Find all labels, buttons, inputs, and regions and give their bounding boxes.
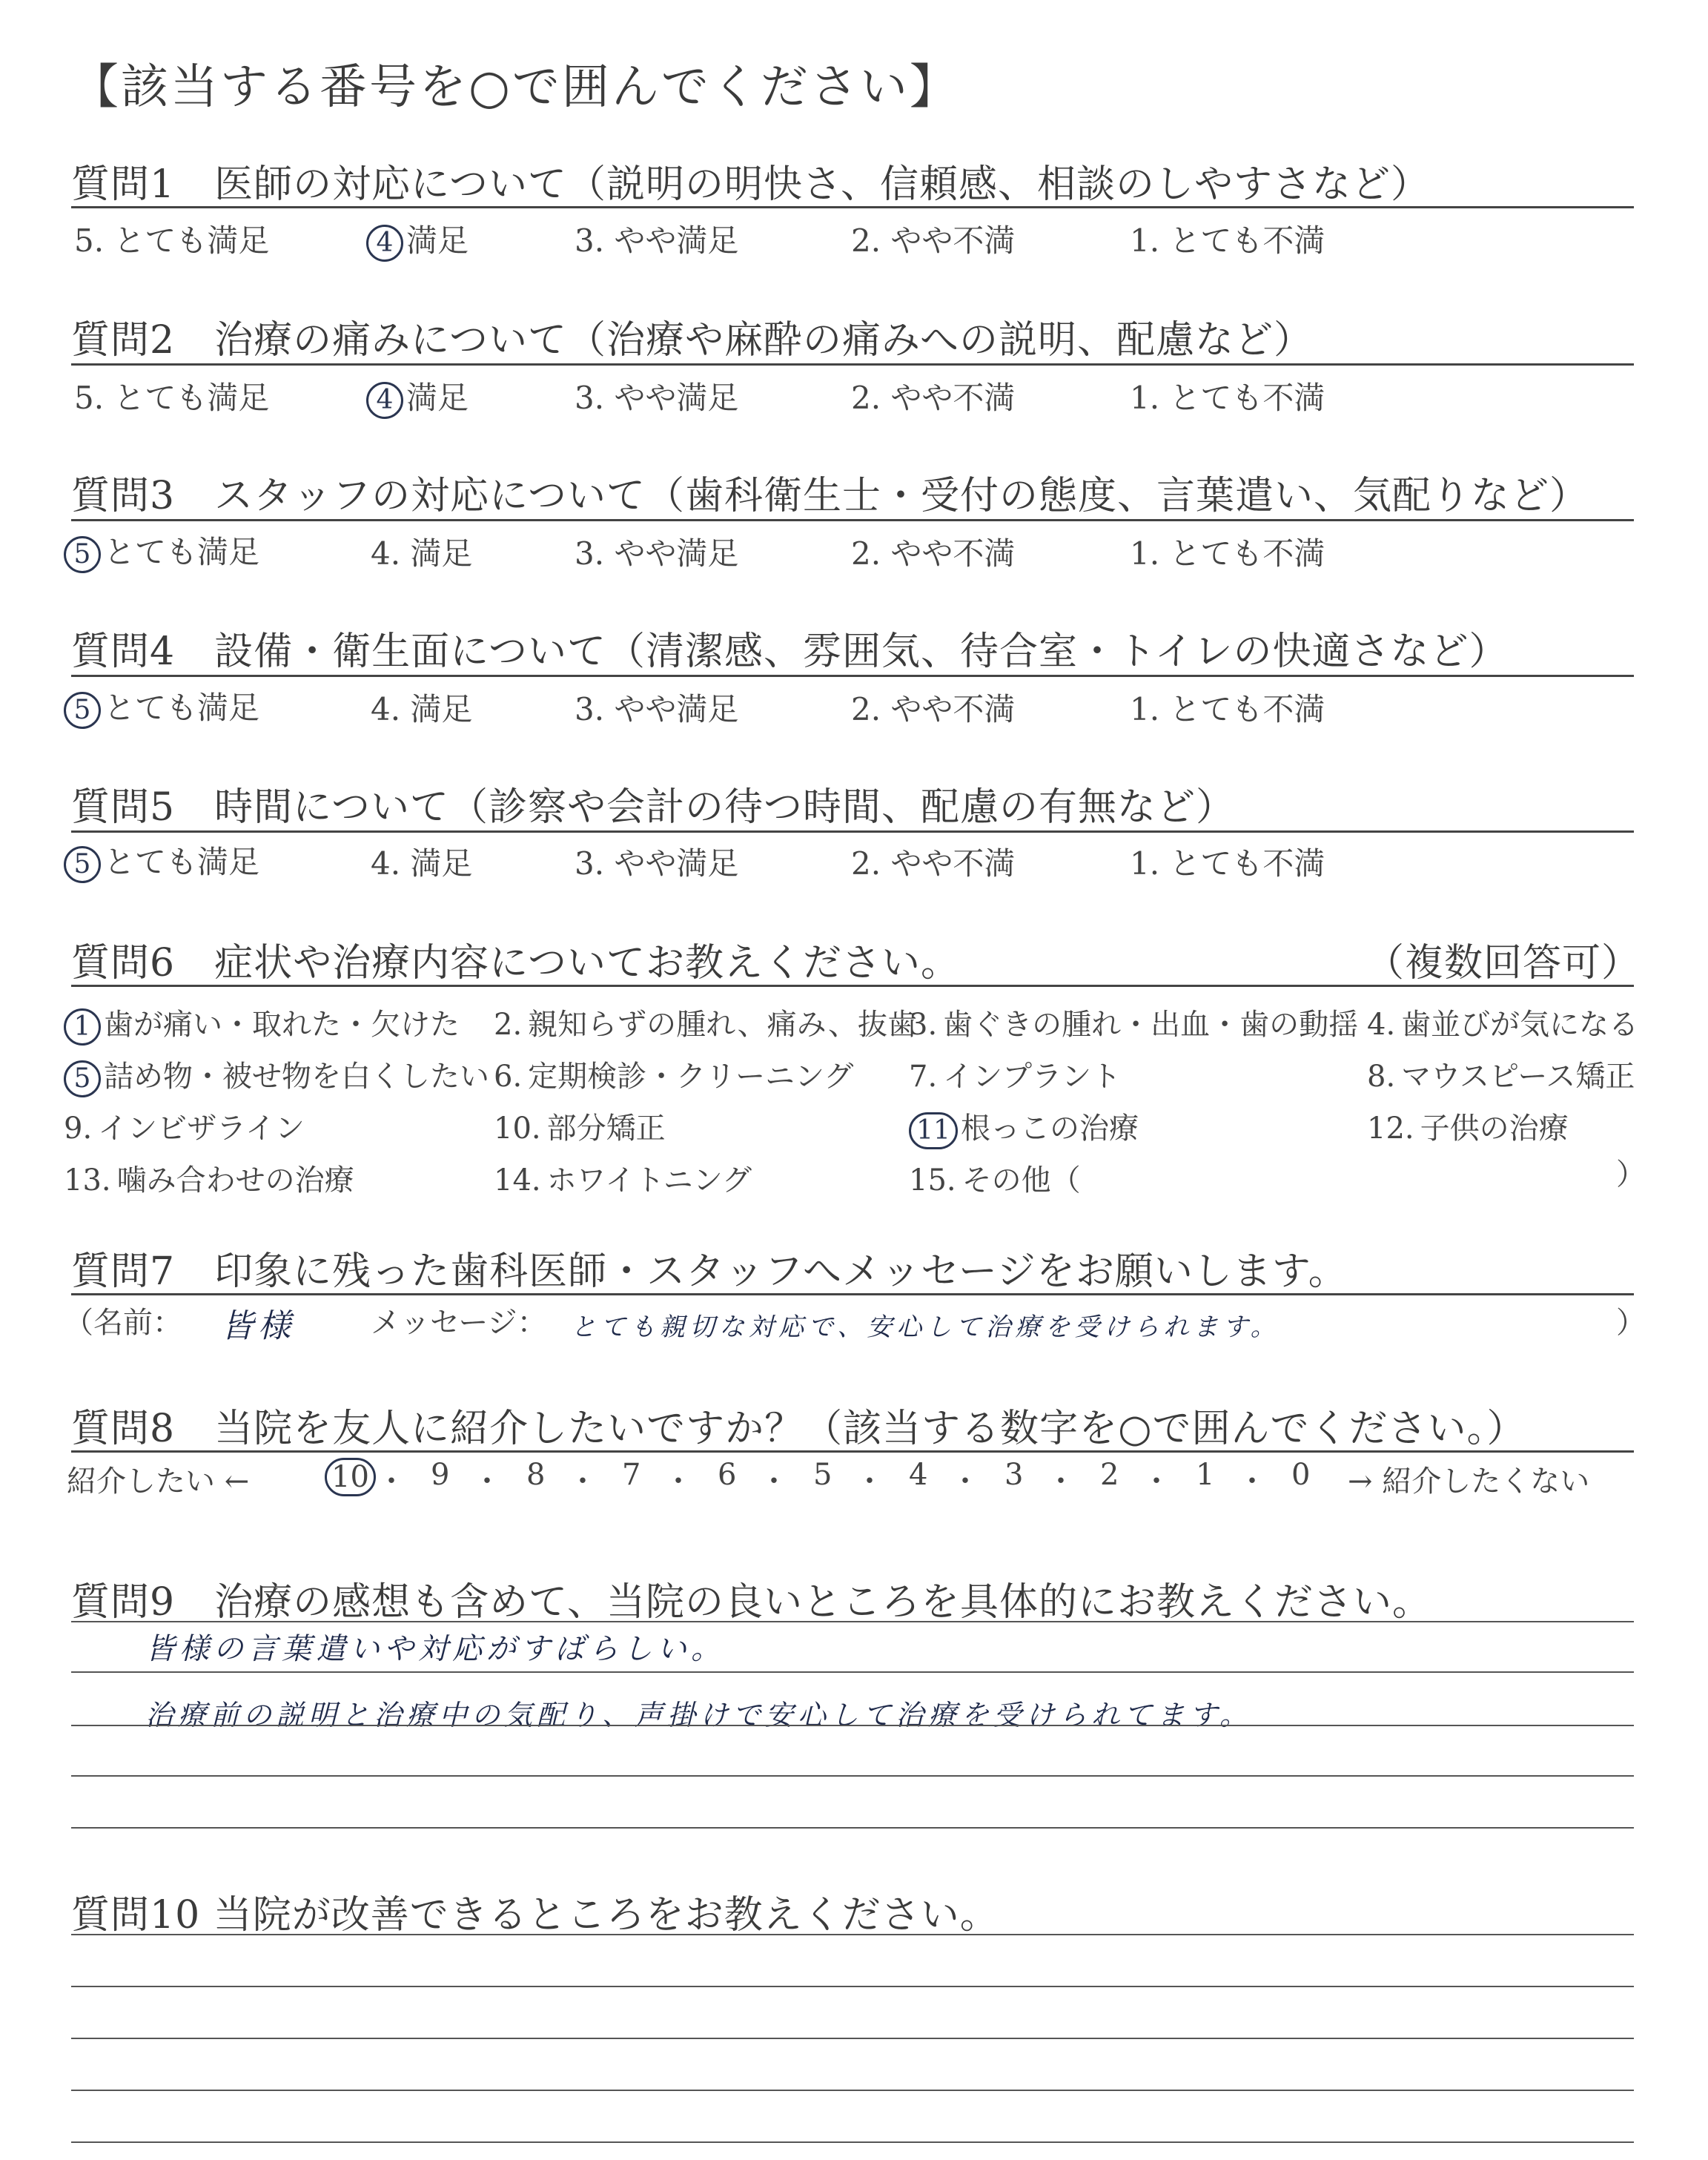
q8-score-5[interactable]: 5 [813,1458,833,1492]
q5-option-1[interactable]: 1. とても不満 [1130,845,1325,882]
q2-option-5[interactable]: 5. とても満足 [74,380,270,416]
question-7-title: 質問7 印象に残った歯科医師・スタッフへメッセージをお願いします。 [71,1249,1348,1294]
question-4-rule [71,675,1634,677]
q6-option-8[interactable] [1367,1053,1635,1095]
option-number: 12. [1367,1112,1414,1146]
q8-score-6[interactable]: 6 [718,1458,737,1492]
q6-option-5[interactable] [64,1053,489,1097]
q3-option-1[interactable]: 1. とても不満 [1130,535,1325,572]
q6-option-15[interactable] [909,1157,1081,1199]
question-2-rule [71,363,1634,366]
question-2-title: 質問2 治療の痛みについて（治療や麻酔の痛みへの説明、配慮など） [71,318,1314,363]
q9-line-1 [71,1621,1634,1622]
selection-circle: 5 [64,1060,101,1097]
q3-option-3[interactable]: 3. やや満足 [575,535,739,572]
q3-option-2[interactable]: 2. やや不満 [851,535,1016,572]
q5-option-5-selected[interactable] [64,838,259,883]
q8-separator-dot: ・ [950,1464,980,1499]
q8-score-selected[interactable]: 10 [325,1458,376,1496]
question-3-title: 質問3 スタッフの対応について（歯科衛生士・受付の態度、言葉遣い、気配りなど） [71,474,1589,518]
form-header: 【該当する番号を○で囲んでください】 [71,60,959,115]
q8-score-9[interactable]: 9 [431,1458,450,1492]
q8-score-2[interactable]: 2 [1100,1458,1119,1492]
q4-option-5-selected[interactable] [64,684,259,729]
q6-option-12[interactable] [1367,1105,1569,1147]
q3-option-5-label: とても満足 [104,534,260,570]
option-number: 3. [909,1008,938,1042]
option-number: 8. [1367,1060,1396,1094]
q9-line-5 [71,1827,1634,1829]
option-number: 13. [64,1163,111,1198]
q3-option-5-selected[interactable] [64,528,259,573]
q5-option-5-label: とても満足 [104,844,260,880]
option-label: 根っこの治療 [961,1112,1139,1146]
selection-circle: 5 [64,536,101,573]
question-8-title: 質問8 当院を友人に紹介したいですか？（該当する数字を○で囲んでください。） [71,1407,1526,1451]
q6-option-11[interactable] [909,1105,1139,1149]
question-8-rule [71,1450,1634,1453]
option-label: 子供の治療 [1420,1112,1569,1146]
selection-circle: 4 [366,382,403,419]
q6-option-14[interactable] [494,1157,752,1199]
q8-separator-dot: ・ [1046,1464,1076,1499]
q8-score-4[interactable]: 4 [909,1458,928,1492]
q8-score-0[interactable]: 0 [1291,1458,1311,1492]
option-label: マウスピース矯正 [1401,1060,1635,1094]
q1-option-2[interactable]: 2. やや不満 [851,222,1016,259]
option-number: 15. [909,1163,956,1198]
option-label: 噛み合わせの治療 [116,1163,354,1198]
selection-circle: 1 [64,1008,101,1046]
q6-option-7[interactable] [909,1053,1121,1095]
q10-line-1 [71,1934,1634,1935]
q2-option-2[interactable]: 2. やや不満 [851,380,1016,416]
q7-name-label: （名前： [64,1306,182,1340]
q9-answer-line-1[interactable]: 皆様の言葉遣いや対応がすばらしい。 [145,1632,725,1666]
q7-close-paren: ） [1616,1306,1646,1340]
q6-option-13[interactable] [64,1157,354,1199]
q9-line-3 [71,1725,1634,1726]
q1-option-4-label: 満足 [406,222,469,259]
q4-option-5-label: とても満足 [104,690,260,726]
q8-score-8[interactable]: 8 [526,1458,546,1492]
question-6-title: 質問6 症状や治療内容についてお教えください。 [71,941,961,985]
q9-line-2 [71,1671,1634,1673]
option-label: 親知らずの腫れ、痛み、抜歯 [528,1008,917,1042]
q8-separator-dot: ・ [1142,1464,1171,1499]
q5-option-4[interactable]: 4. 満足 [371,845,473,882]
q8-separator-dot: ・ [759,1464,789,1499]
option-number: 4. [1367,1008,1396,1042]
q10-line-5 [71,2141,1634,2143]
q8-left-label: 紹介したい ← [67,1464,250,1499]
q1-option-5[interactable]: 5. とても満足 [74,222,270,259]
q8-score-3[interactable]: 3 [1004,1458,1024,1492]
q4-option-4[interactable]: 4. 満足 [371,691,473,727]
question-10-title: 質問10 当院が改善できるところをお教えください。 [71,1893,999,1938]
option-label: 歯並びが気になる [1401,1008,1639,1042]
q6-option-6[interactable] [494,1053,853,1095]
option-label: 歯ぐきの腫れ・出血・歯の動揺 [943,1008,1359,1042]
option-number: 14. [494,1163,541,1198]
q10-line-2 [71,1986,1634,1987]
q10-line-4 [71,2090,1634,2091]
q6-other-close-paren: ） [1616,1157,1646,1192]
option-number: 7. [909,1060,938,1094]
q8-right-label: → 紹介したくない [1348,1464,1590,1499]
option-number: 2. [494,1008,523,1042]
q9-line-4 [71,1775,1634,1777]
q2-option-4-label: 満足 [406,380,469,416]
q6-option-9[interactable] [64,1105,305,1147]
question-9-title: 質問9 治療の感想も含めて、当院の良いところを具体的にお教えください。 [71,1580,1432,1625]
selection-circle: 11 [909,1112,958,1149]
q8-separator-dot: ・ [1237,1464,1267,1499]
q3-option-4[interactable]: 4. 満足 [371,535,473,572]
q10-line-3 [71,2038,1634,2039]
q8-score-1[interactable]: 1 [1196,1458,1215,1492]
q2-option-4-selected[interactable] [366,374,469,419]
question-5-rule [71,830,1634,833]
option-label: インプラント [943,1060,1122,1094]
q6-option-10[interactable] [494,1105,666,1147]
q6-option-4[interactable] [1367,1001,1638,1043]
q1-option-4-selected[interactable] [366,217,469,262]
q4-option-2[interactable]: 2. やや不満 [851,691,1016,727]
q2-option-3[interactable]: 3. やや満足 [575,380,739,416]
q8-separator-dot: ・ [663,1464,693,1499]
q4-option-1[interactable]: 1. とても不満 [1130,691,1325,727]
q6-option-3[interactable] [909,1001,1358,1043]
question-6-rule [71,985,1634,987]
q8-separator-dot: ・ [568,1464,598,1499]
option-label: その他（ [961,1163,1081,1198]
question-4-title: 質問4 設備・衛生面について（清潔感、雰囲気、待合室・トイレの快適さなど） [71,630,1509,674]
q6-option-1[interactable] [64,1001,460,1046]
option-label: 詰め物・被せ物を白くしたい [104,1060,489,1094]
q8-separator-dot: ・ [855,1464,884,1499]
q7-message-value[interactable]: とても親切な対応で、安心して治療を受けられます。 [571,1312,1280,1342]
option-label: 歯が痛い・取れた・欠けた [104,1008,460,1042]
option-label: ホワイトニング [546,1163,752,1198]
question-6-note: （複数回答可） [1366,941,1641,985]
selection-circle: 5 [64,692,101,729]
q4-option-3[interactable]: 3. やや満足 [575,691,739,727]
option-label: インビザライン [98,1112,305,1146]
selection-circle: 5 [64,846,101,883]
selection-circle: 4 [366,225,403,262]
q9-answer-line-2[interactable]: 治療前の説明と治療中の気配り、声掛けで安心して治療を受けられてます。 [145,1699,1252,1731]
q5-option-2[interactable]: 2. やや不満 [851,845,1016,882]
q7-name-value[interactable]: 皆様 [221,1307,295,1345]
option-number: 9. [64,1112,93,1146]
q8-score-7[interactable]: 7 [622,1458,641,1492]
q1-option-3[interactable]: 3. やや満足 [575,222,739,259]
question-5-title: 質問5 時間について（診察や会計の待つ時間、配慮の有無など） [71,785,1236,830]
option-number: 6. [494,1060,523,1094]
q5-option-3[interactable]: 3. やや満足 [575,845,739,882]
question-1-title: 質問1 医師の対応について（説明の明快さ、信頼感、相談のしやすさなど） [71,162,1430,207]
q7-message-label: メッセージ： [371,1306,547,1340]
question-7-rule [71,1293,1634,1295]
option-number: 10. [494,1112,541,1146]
q1-option-1[interactable]: 1. とても不満 [1130,222,1325,259]
option-label: 部分矯正 [546,1112,666,1146]
question-1-rule [71,206,1634,208]
question-3-rule [71,519,1634,521]
option-label: 定期検診・クリーニング [528,1060,854,1094]
q8-separator-dot: ・ [377,1464,406,1499]
q2-option-1[interactable]: 1. とても不満 [1130,380,1325,416]
q6-option-2[interactable] [494,1001,917,1043]
q8-separator-dot: ・ [472,1464,502,1499]
